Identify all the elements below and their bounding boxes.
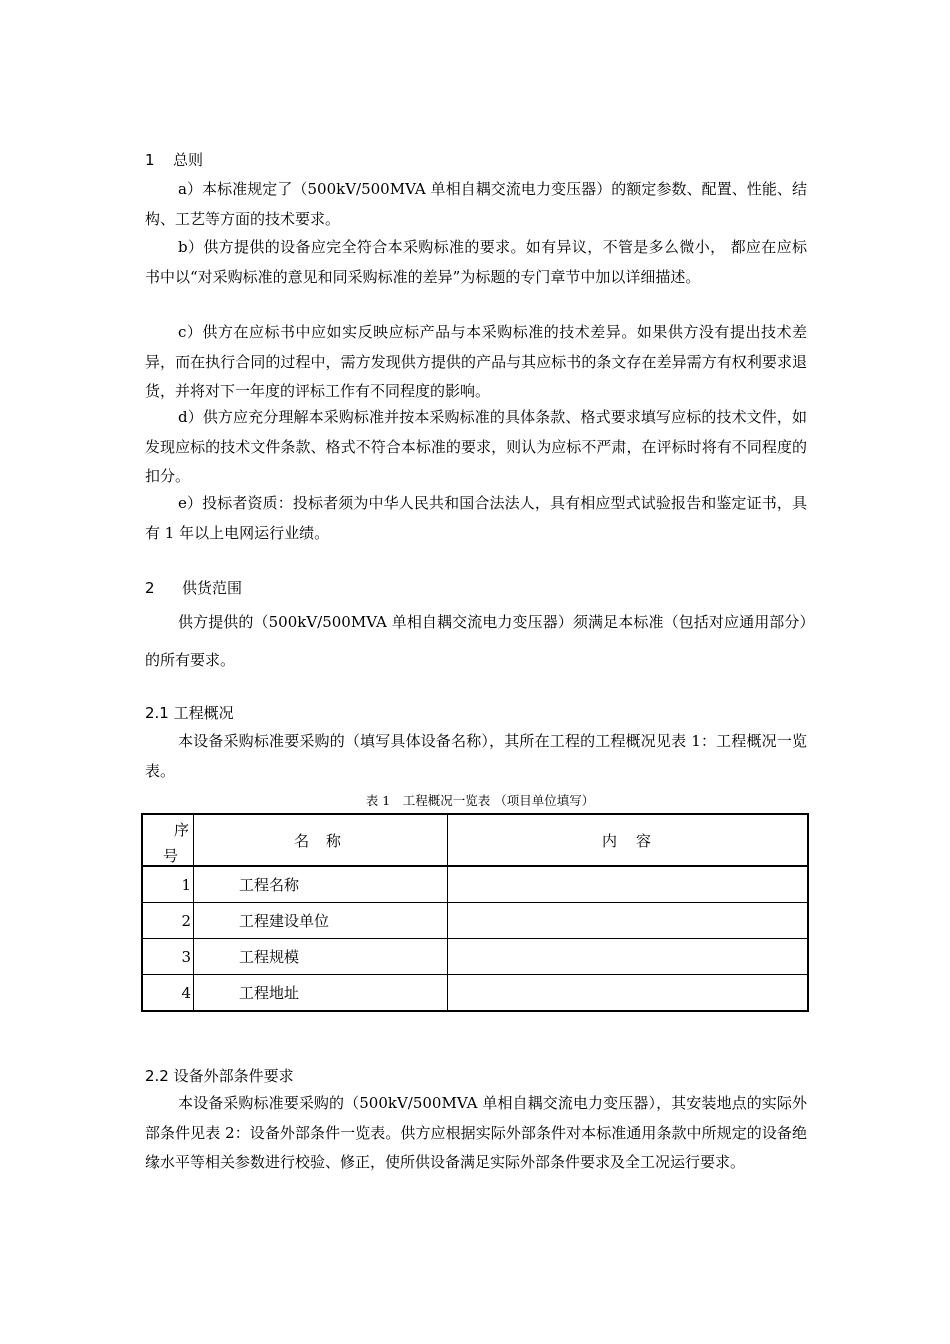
paragraph-1b: b）供方提供的设备应完全符合本采购标准的要求。如有异议，不管是多么微小， 都应在应标书中以“对采购标准的意见和同采购标准的差异”为标题的专门章节中加以详细描述。 (145, 238, 807, 286)
name-cell: 工程地址 (194, 975, 448, 1012)
section-number: 1 (145, 151, 155, 169)
table-1-caption: 表 1 工程概况一览表 （项目单位填写） (365, 793, 595, 808)
paragraph-2-2: 本设备采购标准要采购的（500kV/500MVA 单相自耦交流电力变压器），其安装地点的实际外部条件见表 2：设备外部条件一览表。供方应根据实际外部条件对本标准通用条款中所规定的设备绝缘水平等相关参数进行校验、修正，使所供设备满足实际外部条件要求及全工况运行要求。 (145, 1094, 807, 1171)
table-row (142, 939, 808, 975)
name-cell: 工程规模 (194, 939, 448, 975)
section-number: 2 (145, 579, 155, 597)
paragraph-1d: d）供方应充分理解本采购标准并按本采购标准的具体条款、格式要求填写应标的技术文件，如发现应标的技术文件条款、格式不符合本标准的要求，则认为应标不严肃，在评标时将有不同程度的扣分。 (145, 408, 807, 485)
paragraph-1a: a）本标准规定了（500kV/500MVA 单相自耦交流电力变压器）的额定参数、配置、性能、结构、工艺等方面的技术要求。 (145, 180, 807, 228)
project-overview-table (141, 813, 809, 1012)
section-2-2-heading: 2.2 设备外部条件要求 (145, 1067, 294, 1085)
content-cell[interactable] (448, 866, 809, 903)
content-cell[interactable] (448, 903, 809, 939)
content-cell[interactable] (448, 939, 809, 975)
seq-cell: 3 (142, 939, 194, 975)
section-1-heading (145, 150, 203, 170)
header-seq-cell (142, 814, 194, 866)
paragraph-1e: e）投标者资质：投标者须为中华人民共和国合法法人，具有相应型式试验报告和鉴定证书，具有 1 年以上电网运行业绩。 (145, 494, 807, 542)
name-cell: 工程建设单位 (194, 903, 448, 939)
paragraph-1c: c）供方在应标书中应如实反映应标产品与本采购标准的技术差异。如果供方没有提出技术差异，而在执行合同的过程中，需方发现供方提供的产品与其应标书的条文存在差异需方有权利要求退货，并将对下一年度的评标工作有不同程度的影响。 (145, 323, 807, 400)
header-name-cell: 名 称 (194, 814, 448, 866)
header-seq-top: 序 (173, 821, 189, 839)
seq-cell: 4 (142, 975, 194, 1012)
section-2-heading (145, 578, 242, 598)
header-content-cell: 内 容 (448, 814, 809, 866)
paragraph-2: 供方提供的（500kV/500MVA 单相自耦交流电力变压器）须满足本标准（包括对应通用部分）的所有要求。 (145, 613, 807, 669)
table-row (142, 903, 808, 939)
name-cell: 工程名称 (194, 866, 448, 903)
content-cell[interactable] (448, 975, 809, 1012)
section-2-1-heading: 2.1 工程概况 (145, 704, 234, 722)
section-title: 供货范围 (182, 579, 243, 597)
section-title: 总则 (173, 151, 204, 169)
table-header-row (142, 814, 808, 866)
header-seq-bottom: 号 (163, 847, 179, 865)
seq-cell: 2 (142, 903, 194, 939)
table-row (142, 975, 808, 1012)
paragraph-2-1: 本设备采购标准要采购的（填写具体设备名称），其所在工程的工程概况见表 1：工程概况一览表。 (145, 732, 807, 780)
table-row (142, 866, 808, 903)
seq-cell: 1 (142, 866, 194, 903)
